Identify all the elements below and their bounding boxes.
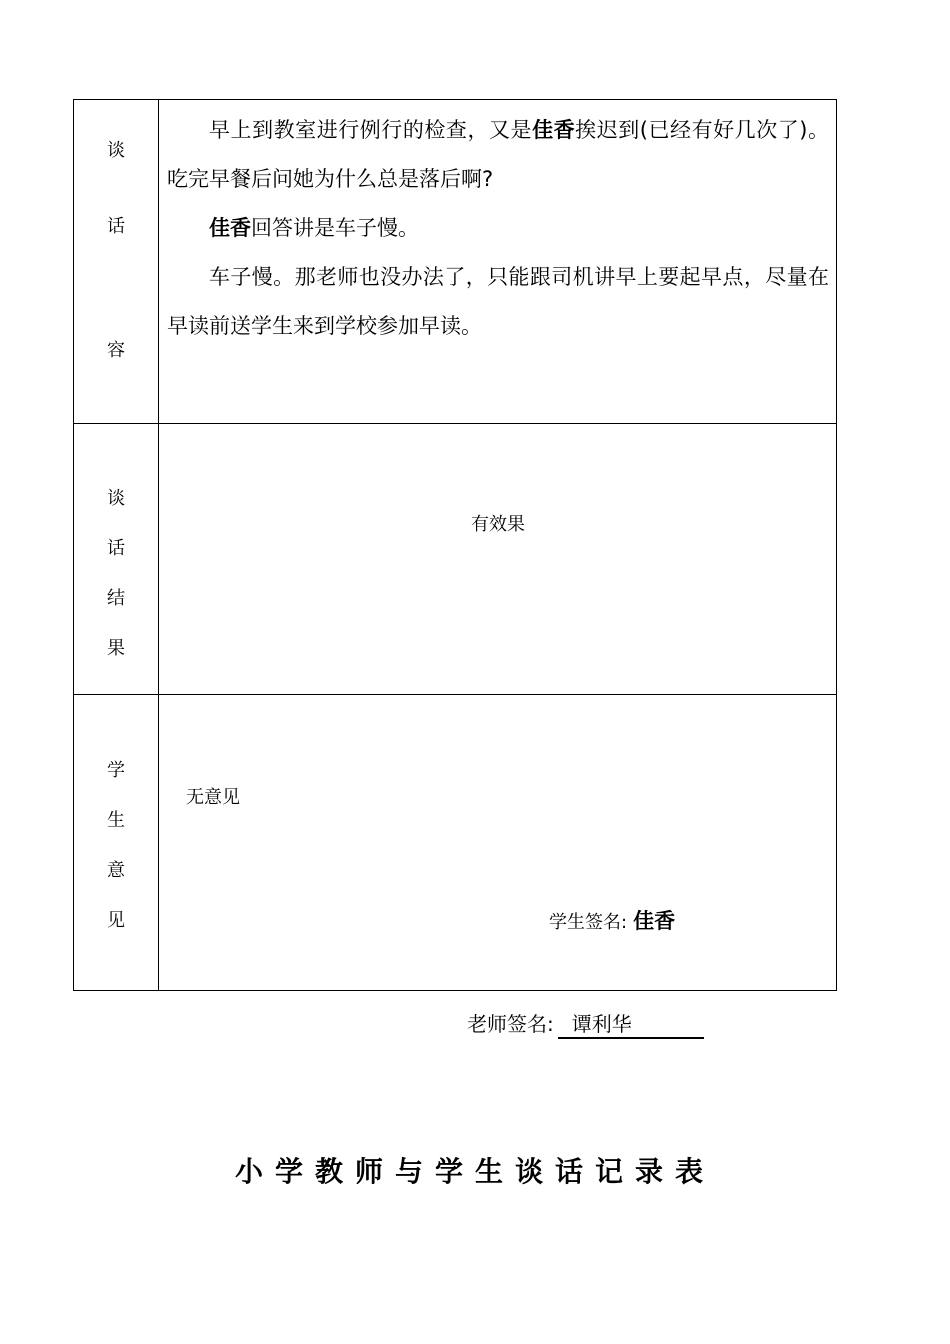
- opinion-text: 无意见: [186, 787, 240, 808]
- paragraph-1-suffix: 挨迟到(已经有好几次了)。吃完早餐后问她为什么总是落后啊?: [167, 118, 830, 191]
- paragraph-2-suffix: 回答讲是车子慢。: [251, 216, 419, 240]
- opinion-label-char-4: 见: [107, 910, 125, 931]
- student-name: 佳香: [209, 216, 251, 240]
- record-table: [73, 99, 837, 991]
- content-label-cell: [74, 100, 159, 424]
- student-signature-name: 佳香: [633, 909, 676, 933]
- result-label-char-4: 果: [107, 638, 125, 659]
- paragraph-1-prefix: 早上到教室进行例行的检查，又是: [209, 118, 533, 142]
- teacher-signature-name: 谭利华: [558, 1008, 704, 1039]
- conversation-content: [167, 106, 829, 351]
- opinion-label-char-3: 意: [107, 860, 125, 881]
- opinion-row: [74, 695, 837, 991]
- content-label-char-2: 话: [107, 216, 125, 237]
- content-paragraph-1: [167, 106, 829, 204]
- student-signature: [549, 905, 675, 935]
- opinion-label-char-2: 生: [107, 810, 125, 831]
- opinion-label-char-1: 学: [107, 760, 125, 781]
- opinion-label-cell: [74, 695, 159, 991]
- student-signature-label: 学生签名:: [549, 912, 628, 933]
- teacher-signature-label: 老师签名:: [467, 1012, 554, 1036]
- result-label-cell: [74, 424, 159, 695]
- content-body-cell: [159, 100, 837, 424]
- result-row: [74, 424, 837, 695]
- result-body-cell: [159, 424, 837, 695]
- result-text: 有效果: [471, 514, 525, 535]
- teacher-signature: [467, 1008, 704, 1039]
- opinion-body-cell: [159, 695, 837, 991]
- page-title: 小学教师与学生谈话记录表: [234, 1155, 715, 1188]
- student-name: 佳香: [532, 118, 576, 142]
- content-paragraph-2: [167, 204, 829, 253]
- result-label-char-1: 谈: [107, 488, 125, 509]
- content-paragraph-3: 车子慢。那老师也没办法了，只能跟司机讲早上要起早点，尽量在早读前送学生来到学校参加早读。: [167, 265, 829, 338]
- content-label-char-3: 容: [107, 340, 125, 361]
- content-row: [74, 100, 837, 424]
- result-label-char-2: 话: [107, 538, 125, 559]
- result-label-char-3: 结: [107, 588, 125, 609]
- content-label-char-1: 谈: [107, 140, 125, 161]
